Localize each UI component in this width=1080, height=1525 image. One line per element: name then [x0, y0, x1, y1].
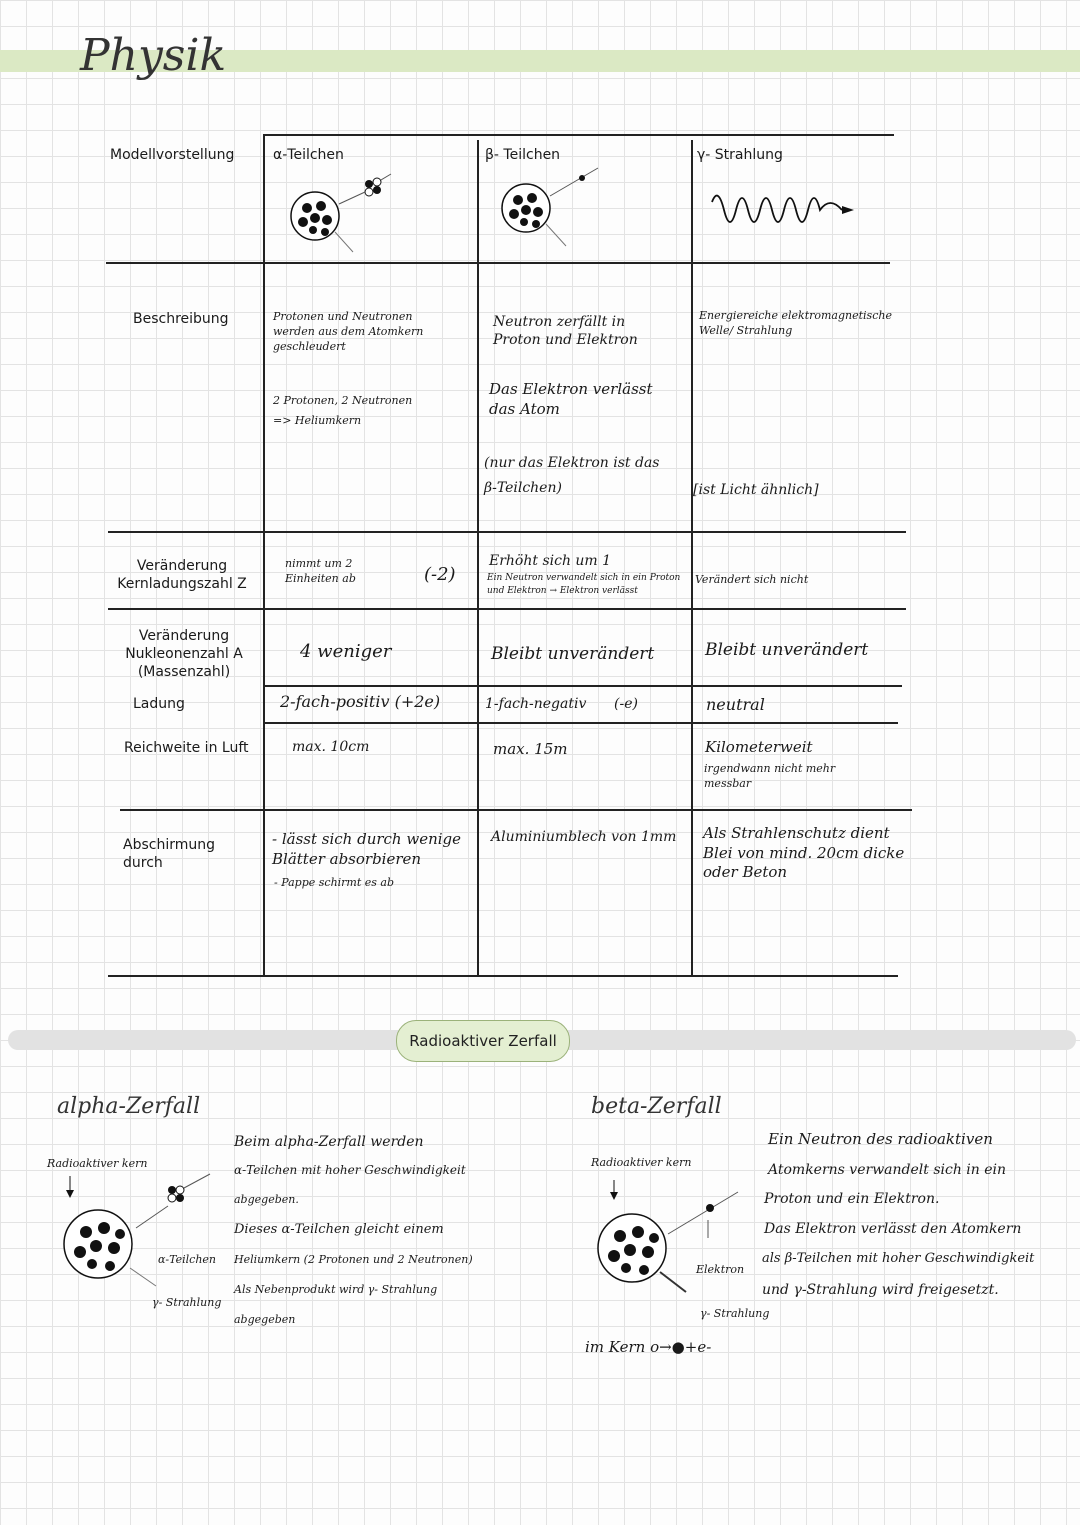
alpha-kernladung-note: (-2)	[424, 564, 456, 585]
beta-abschirmung: Aluminiumblech von 1mm	[491, 829, 677, 845]
beta-label-gamma: γ- Strahlung	[700, 1307, 770, 1320]
row-label-ladung: Ladung	[133, 696, 185, 712]
alpha-text-3: Dieses α-Teilchen gleicht einem	[234, 1222, 444, 1237]
beta-text-5: und γ-Strahlung wird freigesetzt.	[762, 1282, 999, 1298]
row-label-beschreibung: Beschreibung	[133, 311, 229, 327]
gamma-wave-illustration	[712, 190, 862, 240]
alpha-beschreibung-1: Protonen und Neutronen werden aus dem Atomkern geschleudert	[273, 310, 424, 353]
beta-reichweite: max. 15m	[493, 740, 568, 758]
alpha-abschirmung-1: - lässt sich durch wenige Blätter absorbieren	[272, 830, 462, 868]
beta-text-2: Proton und ein Elektron.	[764, 1191, 940, 1207]
alpha-decay-title: alpha-Zerfall	[57, 1094, 201, 1119]
alpha-ladung: 2-fach-positiv (+2e)	[280, 692, 441, 711]
beta-text-0: Ein Neutron des radioaktiven	[768, 1130, 993, 1148]
section-pill-radioaktiver-zerfall: Radioaktiver Zerfall	[396, 1020, 570, 1062]
gamma-beschreibung-1: Energiereiche elektromagnetische Welle/ Strahlung	[699, 309, 892, 337]
beta-decay-title: beta-Zerfall	[591, 1094, 722, 1119]
header-beta: β- Teilchen	[485, 147, 561, 163]
beta-particle-illustration	[498, 162, 608, 252]
beta-formula: im Kern o→●+e-	[585, 1338, 712, 1356]
alpha-text-6: abgegeben	[234, 1313, 296, 1326]
alpha-text-5: Als Nebenprodukt wird γ- Strahlung	[234, 1283, 438, 1296]
alpha-text-4: Heliumkern (2 Protonen und 2 Neutronen)	[234, 1253, 473, 1266]
beta-decay-illustration	[596, 1180, 756, 1310]
beta-beschreibung-3: (nur das Elektron ist das β-Teilchen)	[484, 455, 660, 497]
beta-ladung-note: (-e)	[614, 696, 638, 712]
beta-label-electron: Elektron	[696, 1263, 745, 1276]
row-label-kernladung: Veränderung Kernladungszahl Z	[117, 558, 247, 593]
beta-text-3: Das Elektron verlässt den Atomkern	[764, 1221, 1022, 1237]
beta-nukleonen: Bleibt unverändert	[491, 644, 655, 664]
gamma-abschirmung: Als Strahlenschutz dient Blei von mind. 20cm dicke oder Beton	[703, 824, 905, 881]
alpha-beschreibung-2: 2 Protonen, 2 Neutronen	[273, 394, 413, 407]
header-alpha: α-Teilchen	[273, 147, 344, 163]
gamma-ladung: neutral	[706, 695, 765, 714]
page-title: Physik	[80, 30, 227, 81]
alpha-decay-illustration	[60, 1176, 230, 1316]
alpha-text-2: abgegeben.	[234, 1193, 299, 1206]
beta-kernladung: Erhöht sich um 1	[489, 553, 612, 569]
beta-label-kern: Radioaktiver kern	[591, 1156, 692, 1169]
gamma-kernladung: Verändert sich nicht	[695, 573, 809, 586]
beta-text-4: als β-Teilchen mit hoher Geschwindigkeit	[762, 1251, 1035, 1266]
gamma-reichweite: Kilometerweit	[705, 738, 813, 756]
alpha-text-0: Beim alpha-Zerfall werden	[234, 1134, 424, 1150]
row-label-nukleonen: Veränderung Nukleonenzahl A (Massenzahl)	[125, 628, 243, 681]
gamma-nukleonen: Bleibt unverändert	[705, 640, 869, 660]
alpha-label-particle: α-Teilchen	[158, 1253, 217, 1266]
alpha-particle-illustration	[285, 172, 395, 262]
row-label-reichweite: Reichweite in Luft	[124, 740, 249, 756]
alpha-reichweite: max. 10cm	[292, 739, 370, 755]
beta-kernladung-note: Ein Neutron verwandelt sich in ein Proton und Elektron → Elektron verlässt	[487, 573, 681, 596]
alpha-kernladung: nimmt um 2 Einheiten ab	[285, 557, 356, 585]
header-model: Modellvorstellung	[110, 147, 235, 163]
beta-beschreibung-2: Das Elektron verlässt das Atom	[489, 380, 653, 418]
alpha-nukleonen: 4 weniger	[300, 641, 392, 662]
alpha-label-gamma: γ- Strahlung	[152, 1296, 222, 1309]
gamma-beschreibung-2: [ist Licht ähnlich]	[693, 482, 819, 498]
beta-beschreibung-1: Neutron zerfällt in Proton und Elektron	[493, 314, 638, 349]
alpha-label-kern: Radioaktiver kern	[47, 1157, 148, 1170]
row-label-abschirmung: Abschirmung durch	[123, 837, 215, 872]
alpha-abschirmung-2: - Pappe schirmt es ab	[274, 876, 395, 889]
gamma-reichweite-note: irgendwann nicht mehr messbar	[704, 762, 836, 790]
alpha-beschreibung-3: => Heliumkern	[273, 414, 362, 427]
header-gamma: γ- Strahlung	[697, 147, 783, 163]
alpha-text-1: α-Teilchen mit hoher Geschwindigkeit	[234, 1163, 466, 1177]
beta-text-1: Atomkerns verwandelt sich in ein	[768, 1162, 1007, 1178]
beta-ladung: 1-fach-negativ	[485, 696, 587, 712]
